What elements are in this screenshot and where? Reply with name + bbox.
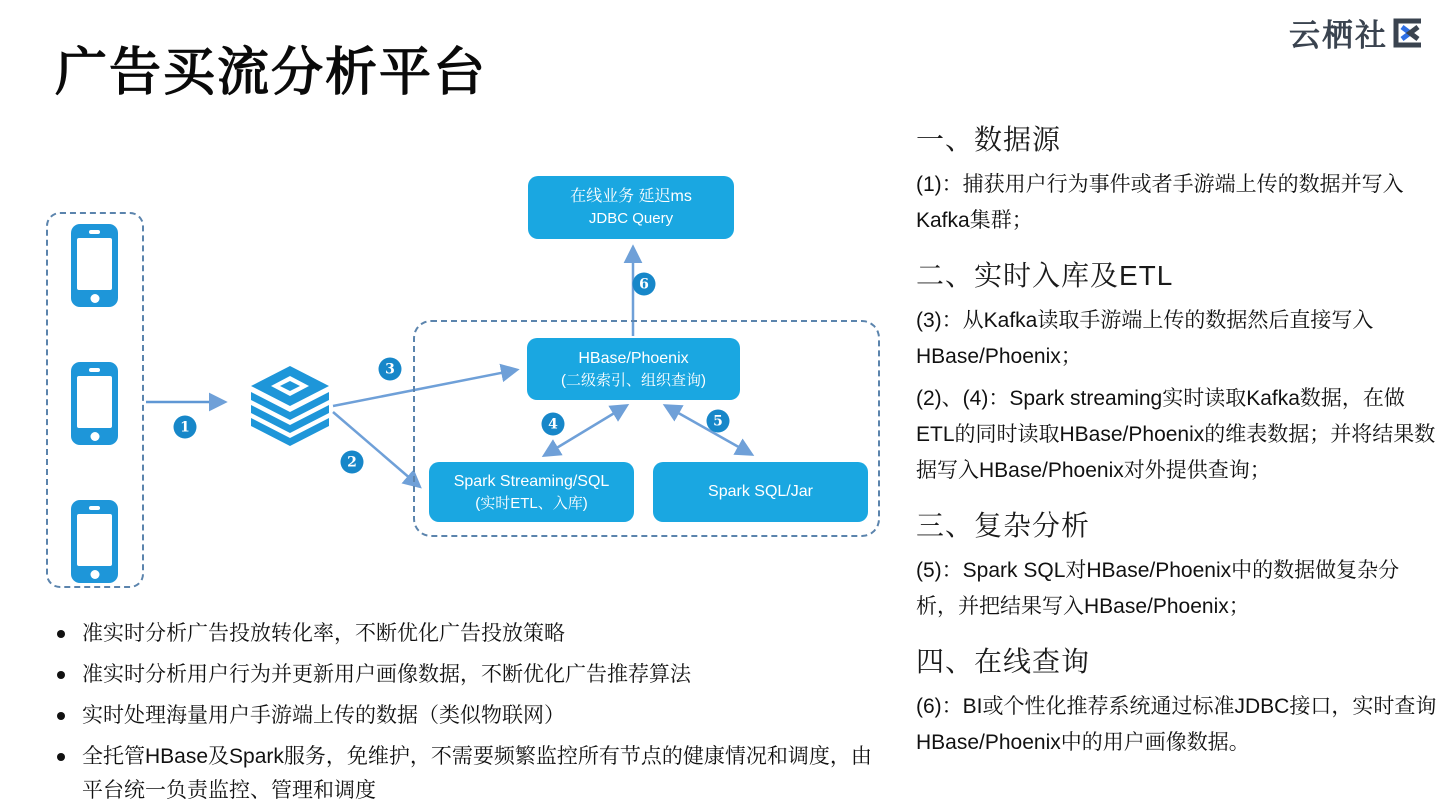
step-badge-2: 2 (341, 451, 364, 474)
section-paragraph: (5)：Spark SQL对HBase/Phoenix中的数据做复杂分析，并把结果写入HBase/Phoenix； (916, 559, 1400, 618)
node-label: 在线业务 延迟ms (570, 188, 692, 206)
phone-screen (77, 238, 112, 290)
smartphone-icon (71, 362, 118, 445)
node-label: HBase/Phoenix (578, 349, 689, 367)
node-label: JDBC Query (588, 210, 674, 228)
page-title: 广告买流分析平台 (55, 44, 488, 102)
phone-home-button (90, 432, 99, 441)
smartphone-icon (71, 224, 118, 307)
section-paragraph: (2)、(4)：Spark streaming实时读取Kafka数据，在做ETL的同时读取HBase/Phoenix的维表数据；并将结果数据写入HBase/Phoenix对外提供查询； (916, 387, 1436, 482)
bullet-dot-icon (57, 712, 65, 720)
bullet-text: 准实时分析用户行为并更新用户画像数据，不断优化广告推荐算法 (82, 663, 691, 686)
arrow-2-kafka-to-spark-streaming (333, 412, 419, 486)
section-paragraph: (6)：BI或个性化推荐系统通过标准JDBC接口，实时查询HBase/Phoenix中的用户画像数据。 (916, 695, 1437, 754)
list-item (57, 617, 892, 651)
section-heading-2: 二、实时入库及ETL (916, 260, 1174, 291)
kafka-cluster-icon (247, 364, 333, 448)
step-badge-1: 1 (174, 416, 197, 439)
feature-bullet-list (57, 617, 892, 810)
logo-text: 云栖社 (1289, 18, 1388, 53)
phone-speaker (89, 230, 100, 234)
smartphone-icon (71, 500, 118, 583)
section-heading-1: 一、数据源 (916, 124, 1062, 155)
section-paragraph: (3)：从Kafka读取手游端上传的数据然后直接写入HBase/Phoenix； (916, 309, 1374, 368)
bullet-text: 全托管HBase及Spark服务，免维护，不需要频繁监控所有节点的健康情况和调度，由平台统一负责监控、管理和调度 (82, 745, 872, 802)
node-label: Spark Streaming/SQL (453, 472, 610, 490)
section-heading-4: 四、在线查询 (916, 646, 1091, 677)
phone-speaker (89, 506, 100, 510)
node-hbase-phoenix (527, 338, 740, 400)
bullet-dot-icon (57, 753, 65, 761)
step-badge-4: 4 (542, 413, 565, 436)
list-item (57, 699, 892, 733)
section-heading-3: 三、复杂分析 (916, 510, 1091, 541)
step-badge-3: 3 (379, 358, 402, 381)
bullet-dot-icon (57, 671, 65, 679)
list-item (57, 658, 892, 692)
list-item (57, 740, 892, 808)
node-label: (实时ETL、入库) (475, 494, 588, 512)
phone-speaker (89, 368, 100, 372)
step-badge-5: 5 (707, 410, 730, 433)
node-spark-streaming (429, 462, 634, 522)
phone-home-button (90, 570, 99, 579)
bullet-text: 准实时分析广告投放转化率，不断优化广告投放策略 (82, 622, 565, 645)
phone-screen (77, 376, 112, 428)
node-label: Spark SQL/Jar (708, 483, 813, 501)
section-paragraph: (1)：捕获用户行为事件或者手游端上传的数据并写入Kafka集群； (916, 173, 1404, 232)
bullet-dot-icon (57, 630, 65, 638)
node-label: (二级索引、组织查询) (561, 371, 706, 389)
phone-home-button (90, 294, 99, 303)
phone-screen (77, 514, 112, 566)
node-online-business (528, 176, 734, 239)
bullet-text: 实时处理海量用户手游端上传的数据（类似物联网） (82, 704, 565, 727)
step-badge-6: 6 (633, 273, 656, 296)
node-spark-sql-jar (653, 462, 868, 522)
explanation-panel (916, 118, 1440, 767)
